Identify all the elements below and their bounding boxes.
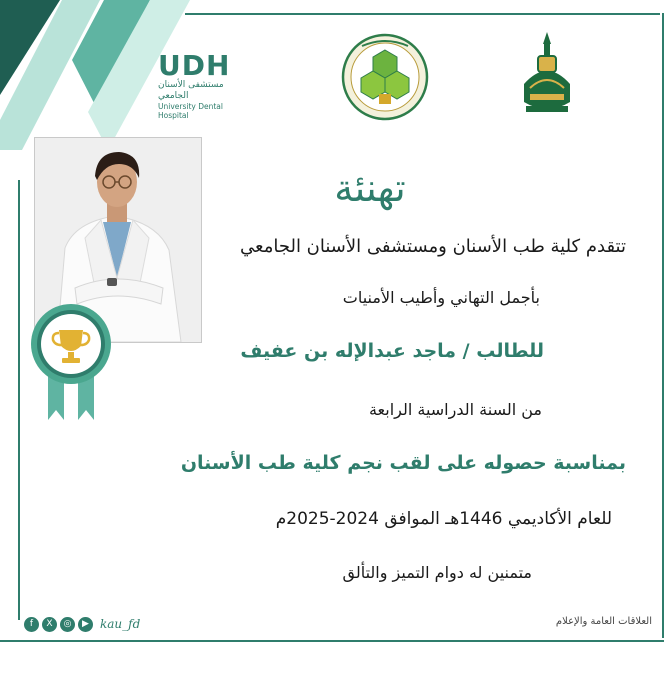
udh-logo-english-text: University Dental Hospital [158, 102, 223, 120]
frame-left-line [18, 180, 20, 620]
social-links [24, 615, 140, 633]
academic-year-line: للعام الأكاديمي 1446هـ الموافق 2024-2025م [275, 509, 612, 529]
social-handle: kau_fd [100, 617, 141, 631]
facebook-icon[interactable]: f [24, 617, 39, 632]
udh-logo-arabic-text: مستشفى الأسنان الجامعي [158, 80, 224, 101]
faculty-of-dentistry-emblem [340, 32, 430, 122]
youtube-icon[interactable]: ▶ [78, 617, 93, 632]
instagram-icon[interactable]: ◎ [60, 617, 75, 632]
intro-line: تتقدم كلية طب الأسنان ومستشفى الأسنان الجامعي [240, 236, 626, 257]
award-badge [28, 298, 114, 422]
frame-top-line [185, 13, 660, 15]
udh-logo [158, 49, 250, 120]
closing-line: متمنين له دوام التميز والتألق [342, 563, 532, 582]
udh-logo-mark: UDH [158, 49, 231, 82]
frame-bottom-line [0, 640, 664, 642]
occasion-line: بمناسبة حصوله على لقب نجم كلية طب الأسنان [180, 452, 626, 474]
card-title: تهنئة [334, 166, 406, 210]
frame-right-line [662, 13, 664, 638]
year-of-study-line: من السنة الدراسية الرابعة [368, 400, 542, 419]
department-label: العلاقات العامة والإعلام [555, 616, 652, 627]
wishes-line: بأجمل التهاني وأطيب الأمنيات [342, 288, 540, 307]
student-name-line: للطالب / ماجد عبدالإله بن عفيف [240, 340, 544, 362]
x-icon[interactable]: X [42, 617, 57, 632]
kau-university-logo [518, 28, 576, 118]
